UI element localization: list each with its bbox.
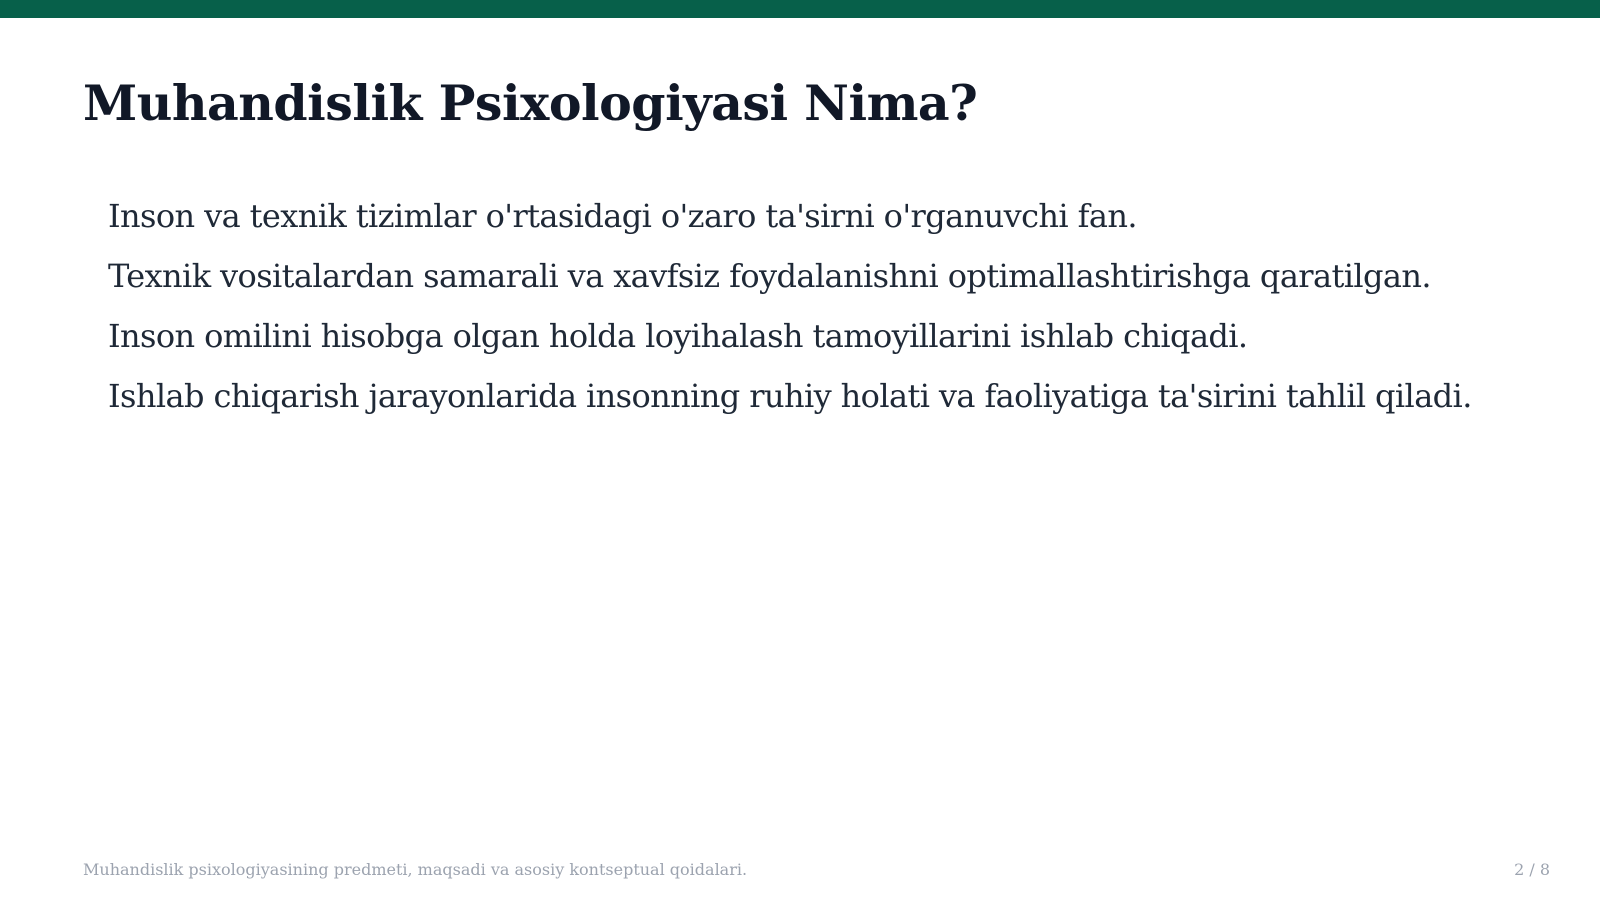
bullet-item: Inson va texnik tizimlar o'rtasidagi o'zaro ta'sirni o'rganuvchi fan. — [108, 197, 1137, 235]
bullet-item: Texnik vositalardan samarali va xavfsiz foydalanishni optimallashtirishga qaratilgan. — [108, 257, 1431, 295]
bullet-list — [108, 196, 1508, 436]
footer-caption: Muhandislik psixologiyasining predmeti, maqsadi va asosiy kontseptual qoidalari. — [83, 860, 748, 879]
page-number: 2 / 8 — [1514, 860, 1550, 879]
slide-title: Muhandislik Psixologiyasi Nima? — [83, 74, 978, 132]
accent-top-bar — [0, 0, 1600, 18]
bullet-item: Inson omilini hisobga olgan holda loyihalash tamoyillarini ishlab chiqadi. — [108, 317, 1248, 355]
bullet-item: Ishlab chiqarish jarayonlarida insonning ruhiy holati va faoliyatiga ta'sirini tahlil qiladi. — [108, 377, 1472, 415]
